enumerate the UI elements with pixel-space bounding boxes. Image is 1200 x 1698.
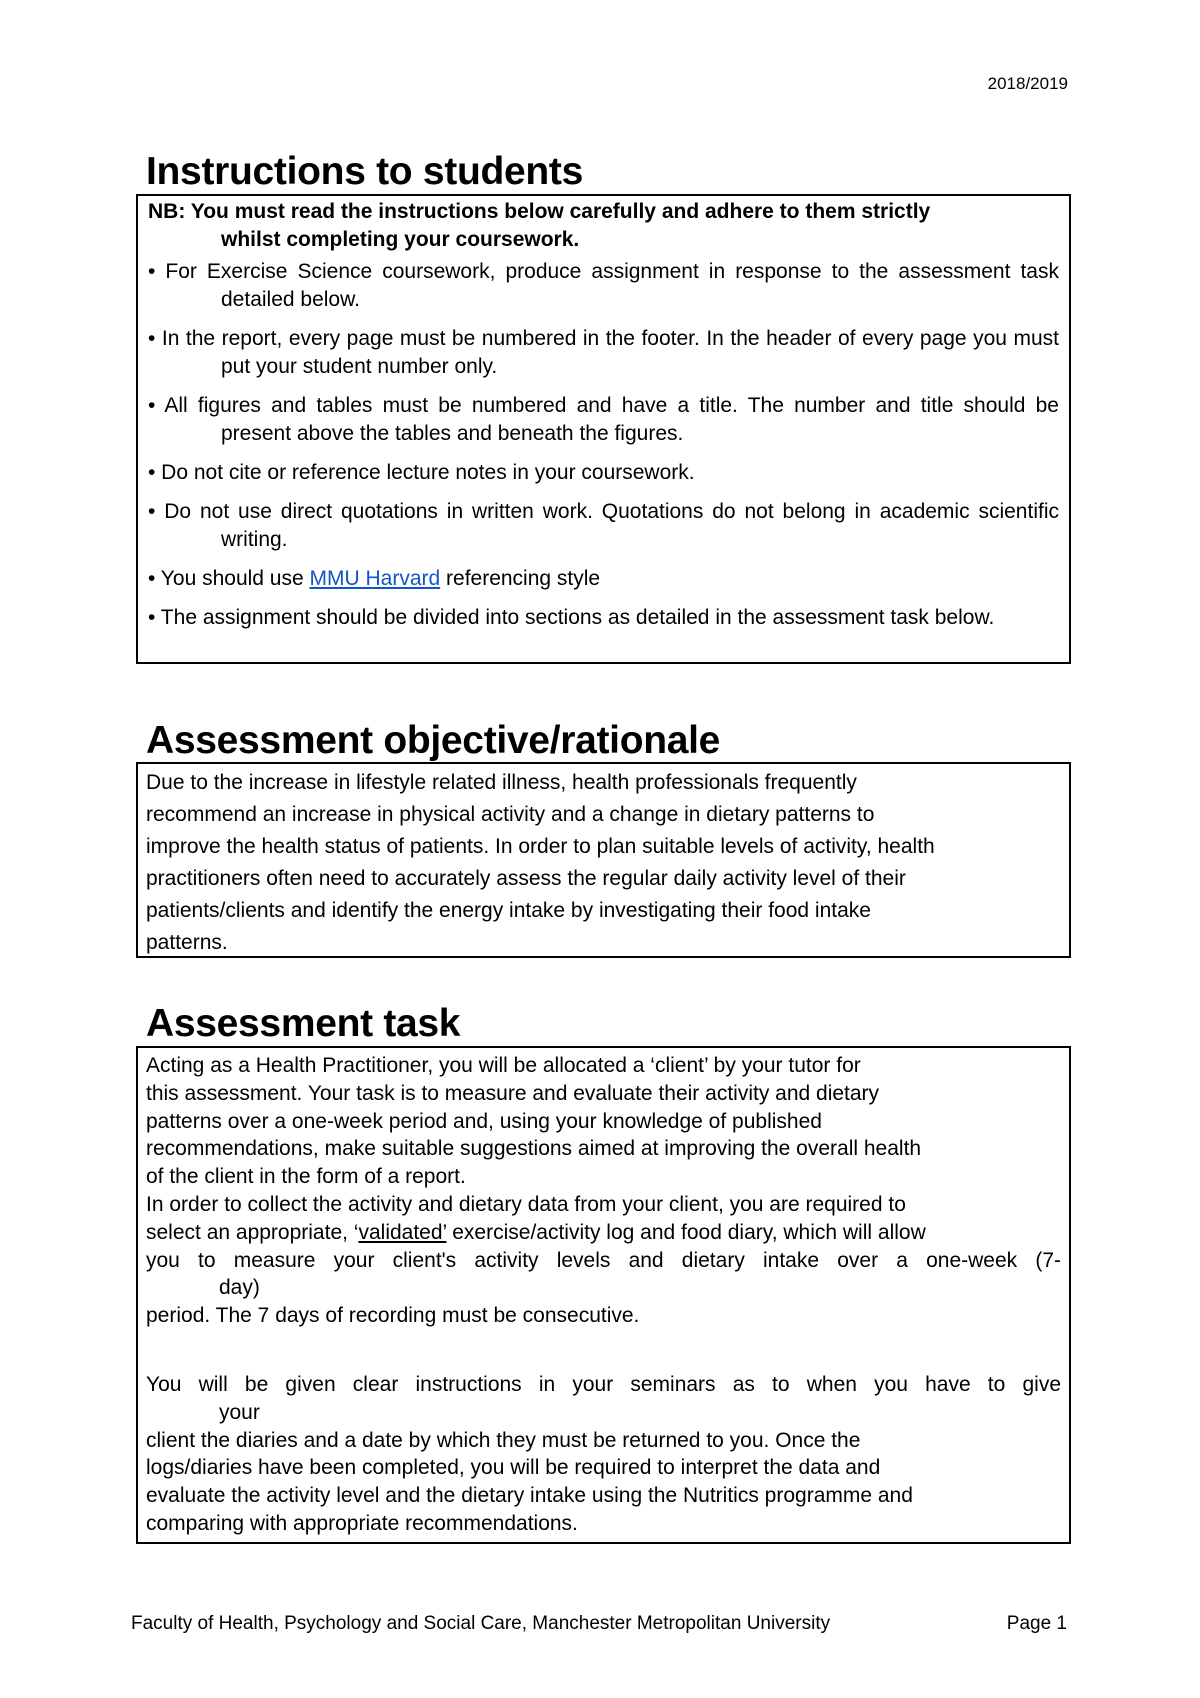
task-line: recommendations, make suitable suggestions aimed at improving the overall health [146,1137,922,1161]
objective-box [136,762,1071,958]
task-line: patterns over a one-week period and, using your knowledge of published [146,1109,822,1133]
task-line: client the diaries and a date by which they must be returned to you. Once the [146,1428,861,1452]
task-line: comparing with appropriate recommendations. [146,1511,578,1535]
task-line: you to measure your client's activity levels and dietary intake over a one-week (7- [146,1248,1061,1272]
task-line: evaluate the activity level and the dietary intake using the Nutritics programme and [146,1484,913,1508]
instruction-bullet-referencing [148,565,1059,593]
select-text-before: select an appropriate, ‘ [146,1220,359,1244]
task-line: Acting as a Health Practitioner, you will be allocated a ‘client’ by your tutor for [146,1054,861,1077]
task-line: logs/diaries have been completed, you will be required to interpret the data and [146,1456,881,1480]
instructions-box [136,194,1071,664]
footer-faculty: Faculty of Health, Psychology and Social Care, Manchester Metropolitan University [131,1613,831,1634]
nb-line-2: whilst completing your coursework. [221,228,580,251]
instruction-bullet: • Do not use direct quotations in written work. Quotations do not belong in academic scientific writing. [148,500,1059,551]
nb-line-1: NB: You must read the instructions below carefully and adhere to them strictly [148,200,931,223]
instruction-bullet: • For Exercise Science coursework, produce assignment in response to the assessment task detailed below. [148,260,1059,311]
instruction-bullet: • The assignment should be divided into sections as detailed in the assessment task below. [148,606,995,629]
objective-line: Due to the increase in lifestyle related illness, health professionals frequently [146,771,857,794]
page-footer [131,1613,1067,1635]
objective-heading: Assessment objective/rationale [146,719,721,762]
academic-year: 2018/2019 [987,74,1068,93]
referencing-text-before: • You should use [148,567,310,590]
mmu-harvard-link[interactable]: MMU Harvard [309,567,441,590]
task-line: day) [219,1276,260,1300]
task-line: this assessment. Your task is to measure and evaluate their activity and dietary [146,1081,880,1105]
objective-line: improve the health status of patients. In order to plan suitable levels of activity, health [146,835,935,858]
instructions-heading: Instructions to students [146,150,583,193]
referencing-text-after: referencing style [440,567,601,590]
task-line: your [219,1400,260,1424]
paragraph-spacer [146,1330,1061,1371]
instruction-bullet: • In the report, every page must be numbered in the footer. In the header of every page you must put your student number only. [148,327,1059,378]
objective-line: recommend an increase in physical activity and a change in dietary patterns to [146,803,875,826]
objective-line: practitioners often need to accurately assess the regular daily activity level of their [146,867,906,890]
task-line: In order to collect the activity and dietary data from your client, you are required to [146,1192,906,1216]
objective-line: patterns. [146,931,228,954]
select-text-after: exercise/activity log and food diary, which will allow [446,1220,926,1244]
nb-notice [148,198,1059,254]
instruction-bullet: • Do not cite or reference lecture notes in your coursework. [148,461,695,484]
validated-underlined: validated’ [358,1220,447,1244]
task-line-validated [146,1219,1061,1247]
task-line: period. The 7 days of recording must be consecutive. [146,1304,640,1328]
instruction-bullet: • All figures and tables must be numbered and have a title. The number and title should be present above the tables and beneath the figures. [148,394,1059,445]
task-line: You will be given clear instructions in your seminars as to when you have to give [146,1372,1061,1396]
objective-line: patients/clients and identify the energy intake by investigating their food intake [146,899,871,922]
task-box [136,1046,1071,1544]
page-number: Page 1 [1006,1613,1067,1634]
task-line: of the client in the form of a report. [146,1165,466,1189]
task-heading: Assessment task [146,1002,461,1045]
